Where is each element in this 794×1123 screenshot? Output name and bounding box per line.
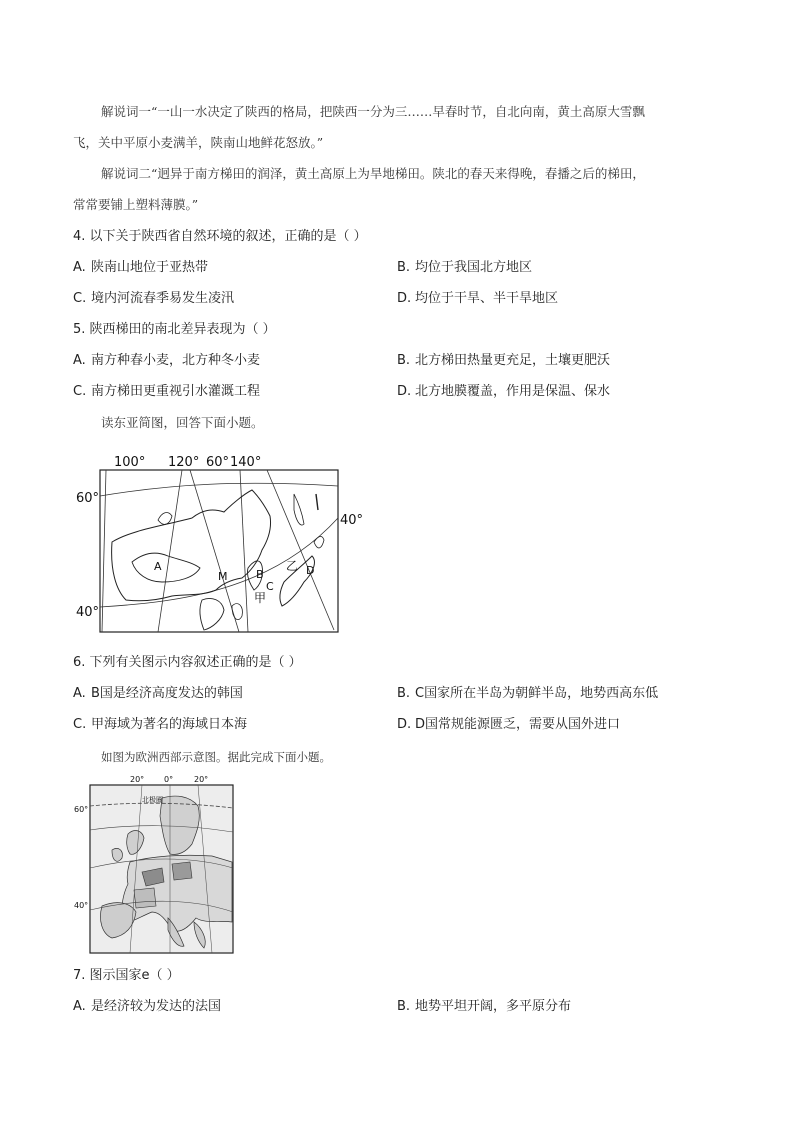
- q5-option-c[interactable]: [73, 382, 260, 402]
- question-6-stem: 6. 下列有关图示内容叙述正确的是（ ）: [73, 655, 302, 670]
- option-text: C国家所在半岛为朝鲜半岛，地势西高东低: [415, 686, 659, 701]
- option-text: 均位于干旱、半干旱地区: [415, 291, 559, 306]
- option-label: B.: [397, 686, 411, 701]
- map-frame: [100, 470, 338, 632]
- lon-label-60: 60°: [206, 455, 230, 470]
- option-label: D.: [397, 717, 412, 732]
- passage-line-2: 飞，关中平原小麦满羊，陕南山地鲜花怒放。”: [73, 135, 324, 150]
- map-label-a: A: [154, 560, 162, 573]
- lat-label-40-left: 40°: [76, 605, 100, 620]
- option-text: 南方梯田更重视引水灌溉工程: [91, 384, 261, 399]
- map-label-c: C: [266, 580, 274, 593]
- q7-option-a[interactable]: [73, 997, 221, 1017]
- q4-option-b[interactable]: [397, 258, 532, 278]
- option-label: B.: [397, 353, 411, 368]
- option-text: 北方梯田热量更充足，土壤更肥沃: [415, 353, 611, 368]
- option-label: B.: [397, 999, 411, 1014]
- option-text: 甲海域为著名的海域日本海: [91, 717, 248, 732]
- map-label-yi: 乙: [286, 559, 299, 573]
- lat-label-60: 60°: [74, 805, 89, 814]
- option-text: 地势平坦开阔，多平原分布: [415, 999, 572, 1014]
- map-label-b: B: [256, 568, 264, 581]
- map1-intro: 读东亚简图，回答下面小题。: [101, 415, 264, 430]
- q5-option-b[interactable]: [397, 351, 610, 371]
- map2-intro: 如图为欧洲西部示意图。据此完成下面小题。: [101, 750, 331, 764]
- option-label: A.: [73, 353, 86, 368]
- option-label: C.: [73, 291, 87, 306]
- passage-line-1: 解说词一“一山一水决定了陕西的格局，把陕西一分为三……早春时节，自北向南，黄土高原大雪飘: [101, 104, 645, 119]
- lon-label-120: 120°: [168, 455, 200, 470]
- option-text: 均位于我国北方地区: [415, 260, 533, 275]
- map-label-jia: 甲: [254, 591, 267, 605]
- option-text: 境内河流春季易发生凌汛: [91, 291, 235, 306]
- passage-line-3: 解说词二“迥异于南方梯田的润泽，黄土高原上为旱地梯田。陕北的春天来得晚，春播之后的梯田，: [101, 166, 645, 181]
- lat-label-60: 60°: [76, 491, 100, 506]
- option-text: B国是经济高度发达的韩国: [91, 686, 243, 701]
- q4-option-c[interactable]: [73, 289, 234, 309]
- option-label: D.: [397, 291, 412, 306]
- option-label: A.: [73, 260, 86, 275]
- map-label-m: M: [218, 570, 228, 583]
- q4-option-a[interactable]: [73, 258, 208, 278]
- map-label-d: D: [306, 564, 315, 577]
- option-text: 是经济较为发达的法国: [91, 999, 222, 1014]
- lon-label-140: 140°: [230, 455, 262, 470]
- option-label: C.: [73, 717, 87, 732]
- question-5-stem: 5. 陕西梯田的南北差异表现为（ ）: [73, 322, 276, 337]
- option-label: C.: [73, 384, 87, 399]
- q5-option-d[interactable]: [397, 382, 610, 402]
- q6-option-c[interactable]: [73, 715, 247, 735]
- option-text: D国常规能源匮乏，需要从国外进口: [415, 717, 621, 732]
- east-asia-map: [72, 450, 364, 638]
- question-4-stem: 4. 以下关于陕西省自然环境的叙述，正确的是（ ）: [73, 229, 367, 244]
- option-text: 北方地膜覆盖，作用是保温、保水: [415, 384, 611, 399]
- lat-label-40: 40°: [74, 901, 89, 910]
- q6-option-a[interactable]: [73, 684, 243, 704]
- q6-option-b[interactable]: [397, 684, 658, 704]
- option-label: D.: [397, 384, 412, 399]
- option-label: A.: [73, 999, 86, 1014]
- lat-label-40-right: 40°: [340, 513, 364, 528]
- lon-label-20e: 20°: [194, 775, 209, 784]
- question-7-stem: 7. 图示国家e（ ）: [73, 968, 180, 983]
- lon-label-20w: 20°: [130, 775, 145, 784]
- arctic-circle-label: 北极圈: [142, 796, 163, 804]
- q5-option-a[interactable]: [73, 351, 260, 371]
- lon-label-0: 0°: [164, 775, 174, 784]
- western-europe-map: [72, 772, 237, 956]
- option-label: A.: [73, 686, 86, 701]
- q4-option-d[interactable]: [397, 289, 558, 309]
- lon-label-100: 100°: [114, 455, 146, 470]
- option-text: 南方种春小麦，北方种冬小麦: [91, 353, 261, 368]
- option-label: B.: [397, 260, 411, 275]
- option-text: 陕南山地位于亚热带: [91, 260, 209, 275]
- q7-option-b[interactable]: [397, 997, 571, 1017]
- passage-line-4: 常常要铺上塑料薄膜。”: [73, 197, 199, 212]
- q6-option-d[interactable]: [397, 715, 620, 735]
